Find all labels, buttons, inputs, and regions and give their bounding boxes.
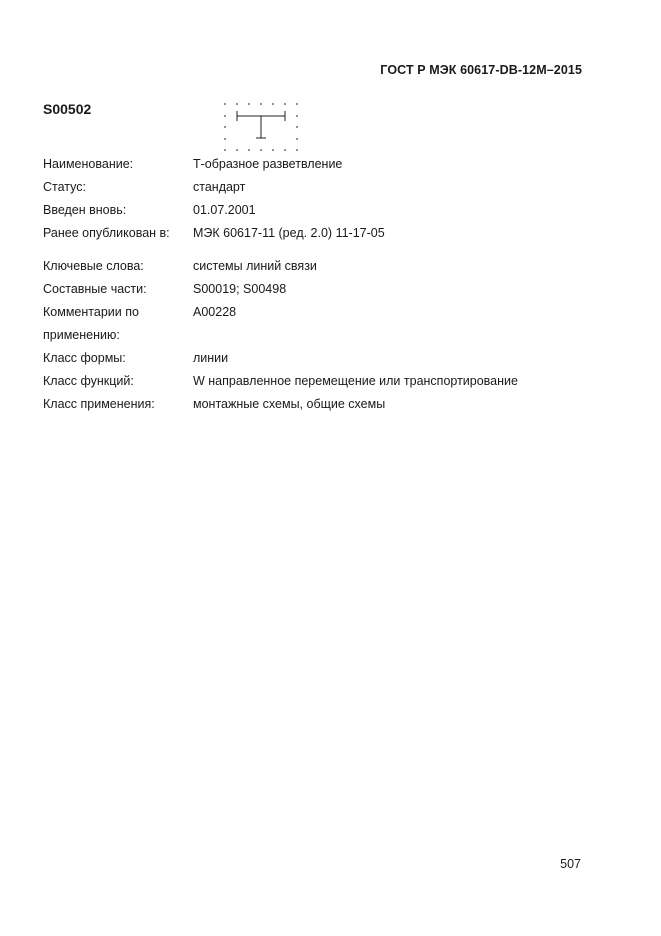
attribute-row-status bbox=[43, 175, 603, 198]
function-class-label: Класс функций: bbox=[43, 373, 134, 388]
attribute-row-application-class bbox=[43, 392, 603, 415]
status-value: стандарт bbox=[193, 179, 246, 194]
t-junction-symbol-figure bbox=[220, 98, 304, 154]
attribute-row-form-class bbox=[43, 346, 603, 369]
comments-label-line-1: Комментарии по bbox=[43, 304, 139, 319]
published-label: Ранее опубликован в: bbox=[43, 225, 170, 240]
symbol-code: S00502 bbox=[43, 101, 92, 117]
form-class-value: линии bbox=[193, 350, 229, 365]
name-label: Наименование: bbox=[43, 156, 134, 171]
attribute-row-comments-continued bbox=[43, 323, 603, 346]
published-value: МЭК 60617-11 (ред. 2.0) 11-17-05 bbox=[193, 225, 385, 240]
status-label: Статус: bbox=[43, 179, 86, 194]
attribute-row-function-class bbox=[43, 369, 603, 392]
attribute-row-keywords bbox=[43, 254, 603, 277]
keywords-label: Ключевые слова: bbox=[43, 258, 144, 273]
row-spacer bbox=[43, 244, 603, 254]
function-class-value: W направленное перемещение или транспортирование bbox=[193, 373, 518, 388]
symbol-attributes-table bbox=[43, 152, 603, 415]
parts-value: S00019; S00498 bbox=[193, 281, 287, 296]
attribute-row-parts bbox=[43, 277, 603, 300]
introduced-value: 01.07.2001 bbox=[193, 202, 256, 217]
application-class-value: монтажные схемы, общие схемы bbox=[193, 396, 386, 411]
keywords-value: системы линий связи bbox=[193, 258, 317, 273]
attribute-row-published bbox=[43, 221, 603, 244]
introduced-label: Введен вновь: bbox=[43, 202, 127, 217]
form-class-label: Класс формы: bbox=[43, 350, 126, 365]
comments-value: А00228 bbox=[193, 304, 237, 319]
name-value: Т-образное разветвление bbox=[193, 156, 343, 171]
parts-label: Составные части: bbox=[43, 281, 147, 296]
page-number: 507 bbox=[560, 857, 581, 871]
attribute-row-introduced bbox=[43, 198, 603, 221]
comments-label-line-2: применению: bbox=[43, 327, 120, 342]
application-class-label: Класс применения: bbox=[43, 396, 155, 411]
attribute-row-name bbox=[43, 152, 603, 175]
attribute-row-comments bbox=[43, 300, 603, 323]
document-header: ГОСТ Р МЭК 60617-DB-12M–2015 bbox=[380, 63, 582, 77]
